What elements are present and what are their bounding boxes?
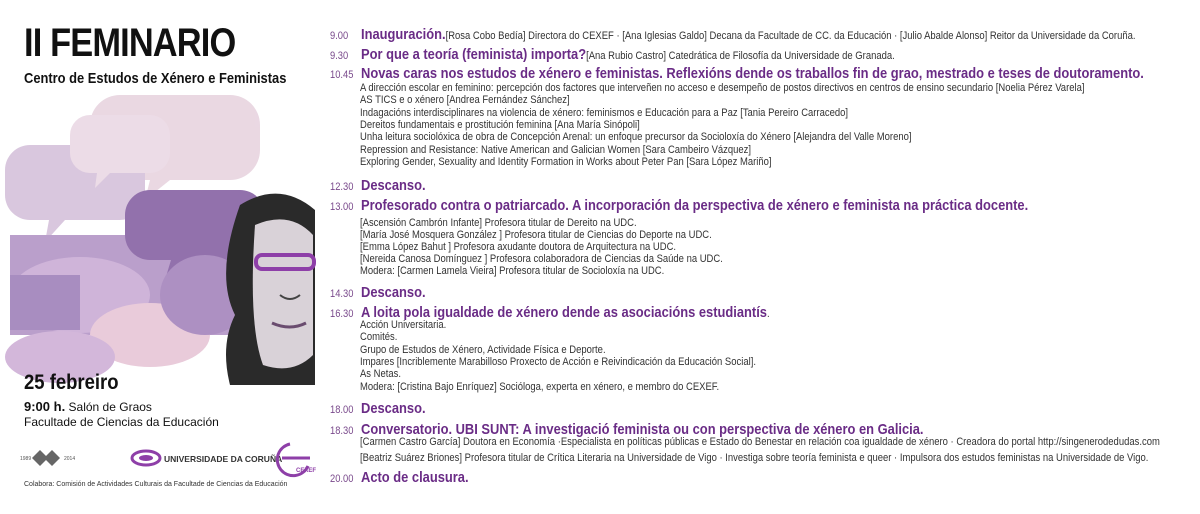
udc-logo-icon	[132, 451, 282, 465]
session-item: Dereitos fundamentais e prostitución feminina [Ana María Sinópoli]	[360, 118, 640, 131]
session-title: Descanso.	[361, 400, 426, 417]
session-item: Repression and Resistance: Native American and Galician Women [Sara Cambeiro Vázquez]	[360, 143, 752, 156]
session-item: Modera: [Carmen Lamela Vieira] Profesora titular de Socioloxía na UDC.	[360, 265, 665, 278]
session-speakers: .	[766, 308, 770, 320]
session-item: Exploring Gender, Sexuality and Identity Formation in Works about Peter Pan [Sara López Mariño]	[360, 155, 772, 168]
event-faculty: Facultade de Ciencias da Educación	[24, 415, 219, 429]
session-time: 16.30	[330, 308, 354, 320]
cexef-logo-text: CEXEF	[296, 468, 317, 474]
session-time: 13.00	[330, 201, 354, 213]
session-title: Descanso.	[361, 177, 426, 194]
session-speakers: [Rosa Cobo Bedía] Directora do CEXEF · [Ana Iglesias Galdo] Decana da Facultade de CC. da Educación · [Julio Abalde Alonso] Reitor da Universidade da Coruña.	[445, 30, 1136, 42]
session-item: [Emma López Bahut ] Profesora axudante doutora de Arquitectura na UDC.	[360, 241, 677, 254]
session-title: Por que a teoría (feminista) importa?	[361, 46, 587, 63]
cexef-logo-icon	[277, 444, 316, 476]
program-schedule	[330, 0, 1200, 514]
event-title: II FEMINARIO	[24, 21, 236, 65]
session-heading	[361, 26, 1135, 44]
session-item: Modera: [Cristina Bajo Enríquez] Socióloga, experta en xénero, e membro do CEXEF.	[360, 380, 720, 393]
session-item: Comités.	[360, 331, 398, 344]
session-item: [Carmen Castro García] Doutora en Economía ·Especialista en políticas públicas e Estado do Benestar en relación coa igualdade de xénero · Creadora do portal http://singenerodedudas.com	[360, 436, 1160, 448]
session-item: [Nereida Canosa Domínguez ] Profesora colaboradora de Ciencias da Saúde na UDC.	[360, 253, 723, 266]
session-time: 9.00	[330, 30, 349, 42]
session-item: Acción Universitaria.	[360, 319, 447, 331]
session-time: 18.00	[330, 404, 354, 416]
event-date: 25 febreiro	[24, 371, 119, 394]
session-speakers: [Ana Rubio Castro] Catedrática de Filosofía da Universidade de Granada.	[586, 50, 895, 62]
session-item: [Ascensión Cambrón Infante] Profesora titular de Dereito na UDC.	[360, 217, 637, 229]
session-item: Impares [Incriblemente Marabilloso Proxecto de Acción e Reivindicación da Educación Social].	[360, 355, 756, 368]
session-heading	[361, 469, 469, 487]
event-room: Salón de Graos	[68, 400, 152, 414]
udc-logo-text: UNIVERSIDADE DA CORUÑA	[164, 454, 283, 464]
session-title: Inauguración.	[361, 26, 446, 43]
session-heading	[361, 400, 426, 418]
logo-year-end: 2014	[64, 456, 76, 462]
session-heading	[361, 65, 1144, 83]
session-heading	[361, 284, 426, 302]
session-time: 9.30	[330, 50, 349, 62]
session-heading	[361, 177, 426, 195]
session-item: Unha leitura sociolóxica de obra de Concepción Arenal: un enfoque precursor da Socioloxía do Xénero [Alejandra del Valle Moreno]	[360, 131, 912, 144]
session-title: Conversatorio. UBI SUNT: A investigació feminista ou con perspectiva de xénero en Galicia.	[361, 421, 924, 438]
session-title: Profesorado contra o patriarcado. A incorporación da perspectiva de xénero e feminista na práctica docente.	[361, 197, 1029, 214]
session-item: As Netas.	[360, 368, 402, 381]
sponsor-logos	[20, 440, 330, 484]
event-venue	[24, 399, 219, 430]
session-item: Indagacións interdisciplinares na violencia de xénero: feminismos e Educación para a Paz [Tania Pereiro Carracedo]	[360, 106, 848, 119]
session-title: Novas caras nos estudos de xénero e feministas. Reflexións dende os traballos fin de grao, mestrado e teses de doutoramento.	[361, 65, 1144, 82]
face-portrait-icon	[226, 194, 315, 385]
session-time: 20.00	[330, 473, 354, 485]
session-time: 14.30	[330, 288, 354, 300]
anniversary-logo-icon	[20, 450, 75, 466]
session-time: 12.30	[330, 181, 354, 193]
event-time: 9:00 h.	[24, 399, 66, 414]
session-item: AS TICS e o xénero [Andrea Fernández Sánchez]	[360, 94, 570, 107]
speech-bubbles-illustration	[0, 95, 320, 385]
session-time: 10.45	[330, 69, 354, 81]
session-title: A loita pola igualdade de xénero dende as asociacións estudiantís	[361, 304, 767, 321]
session-item: A dirección escolar en feminino: percepción dos factores que interveñen no acceso e desempeño de postos directivos en centros de ensino secundario [Noelia Pérez Varela]	[360, 82, 1085, 94]
session-title: Descanso.	[361, 284, 426, 301]
logo-year-start: 1989	[20, 456, 32, 462]
event-subtitle: Centro de Estudos de Xénero e Feministas	[24, 70, 287, 87]
poster-left-panel	[0, 0, 330, 514]
session-item: Grupo de Estudos de Xénero, Actividade Física e Deporte.	[360, 343, 606, 356]
session-heading	[361, 197, 1028, 215]
session-item: [Beatriz Suárez Briones] Profesora titular de Crítica Literaria na Universidade de Vigo · Investiga sobre teoría feminista e queer · Impulsora dos estudos feministas na Universidade de Vigo.	[360, 451, 1149, 464]
session-time: 18.30	[330, 425, 354, 437]
collaboration-note: Colabora: Comisión de Actividades Culturais da Facultade de Ciencias da Educación	[24, 481, 288, 488]
session-title: Acto de clausura.	[361, 469, 469, 486]
session-heading	[361, 46, 895, 64]
session-item: [María José Mosquera González ] Profesora titular de Ciencias do Deporte na UDC.	[360, 229, 712, 242]
